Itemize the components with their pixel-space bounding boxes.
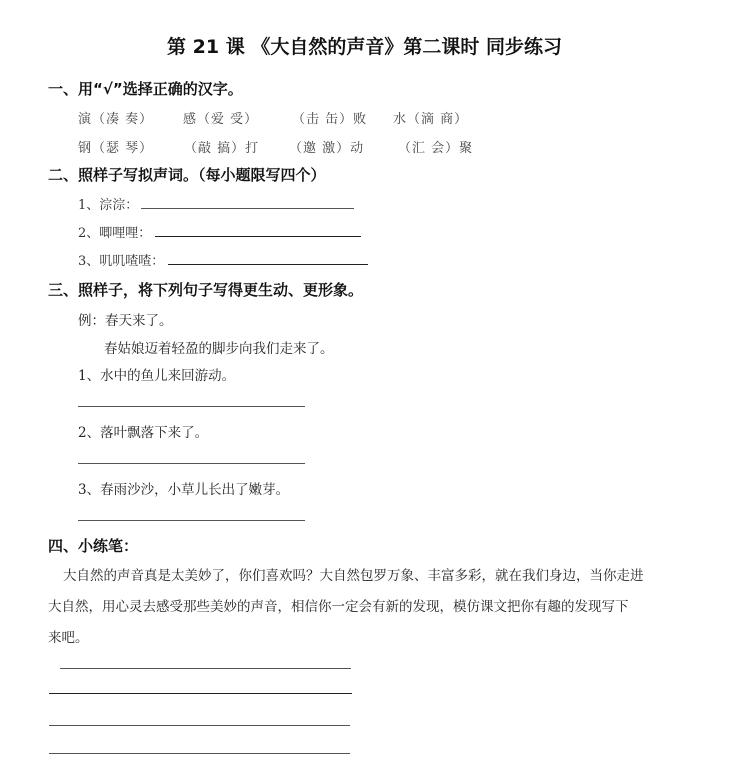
paragraph-line: 大自然，用心灵去感受那些美妙的声音，相信你一定会有新的发现，模仿课文把你有趣的发现写下 (48, 599, 629, 615)
answer-line[interactable] (168, 264, 368, 265)
writing-line[interactable] (49, 693, 352, 694)
onomatopoeia-item-label: 2、唧哩哩： (78, 226, 152, 241)
example-label: 例：春天来了。 (78, 313, 173, 329)
choice-item[interactable]: 水（滴 商） (393, 112, 469, 127)
paragraph-line: 来吧。 (48, 630, 89, 646)
answer-line[interactable] (141, 208, 354, 209)
choice-item[interactable]: （击 缶）败 (292, 112, 368, 127)
onomatopoeia-item-label: 1、淙淙： (78, 198, 139, 213)
section1-heading: 一、用“√”选择正确的汉字。 (48, 80, 243, 98)
choice-item[interactable]: （敲 搞）打 (184, 141, 260, 156)
answer-line[interactable] (155, 236, 361, 237)
sentence-item: 3、春雨沙沙，小草儿长出了嫩芽。 (78, 482, 290, 498)
writing-line[interactable] (49, 725, 350, 726)
section2-heading: 二、照样子写拟声词。（每小题限写四个） (48, 166, 326, 184)
choice-item[interactable]: 钢（瑟 琴） (78, 141, 154, 156)
answer-line[interactable] (78, 520, 305, 521)
sentence-item: 1、水中的鱼儿来回游动。 (78, 368, 236, 384)
writing-line[interactable] (60, 668, 351, 669)
choice-item[interactable]: （邀 激）动 (289, 141, 365, 156)
paragraph-line: 大自然的声音真是太美妙了，你们喜欢吗？大自然包罗万象、丰富多彩，就在我们身边，当你走进 (63, 568, 644, 584)
choice-item[interactable]: 演（凑 奏） (78, 112, 154, 127)
answer-line[interactable] (78, 463, 305, 464)
onomatopoeia-item-label: 3、叽叽喳喳： (78, 254, 165, 269)
sentence-item: 2、落叶飘落下来了。 (78, 425, 209, 441)
choice-item[interactable]: （汇 会）聚 (398, 141, 474, 156)
example-answer: 春姑娘迈着轻盈的脚步向我们走来了。 (104, 341, 334, 357)
choice-item[interactable]: 感（爱 受） (183, 112, 259, 127)
writing-line[interactable] (49, 753, 350, 754)
page-title: 第 21 课 《大自然的声音》第二课时 同步练习 (167, 36, 562, 58)
section4-heading: 四、小练笔： (48, 537, 139, 555)
answer-line[interactable] (78, 406, 305, 407)
section3-heading: 三、照样子，将下列句子写得更生动、更形象。 (48, 281, 364, 299)
